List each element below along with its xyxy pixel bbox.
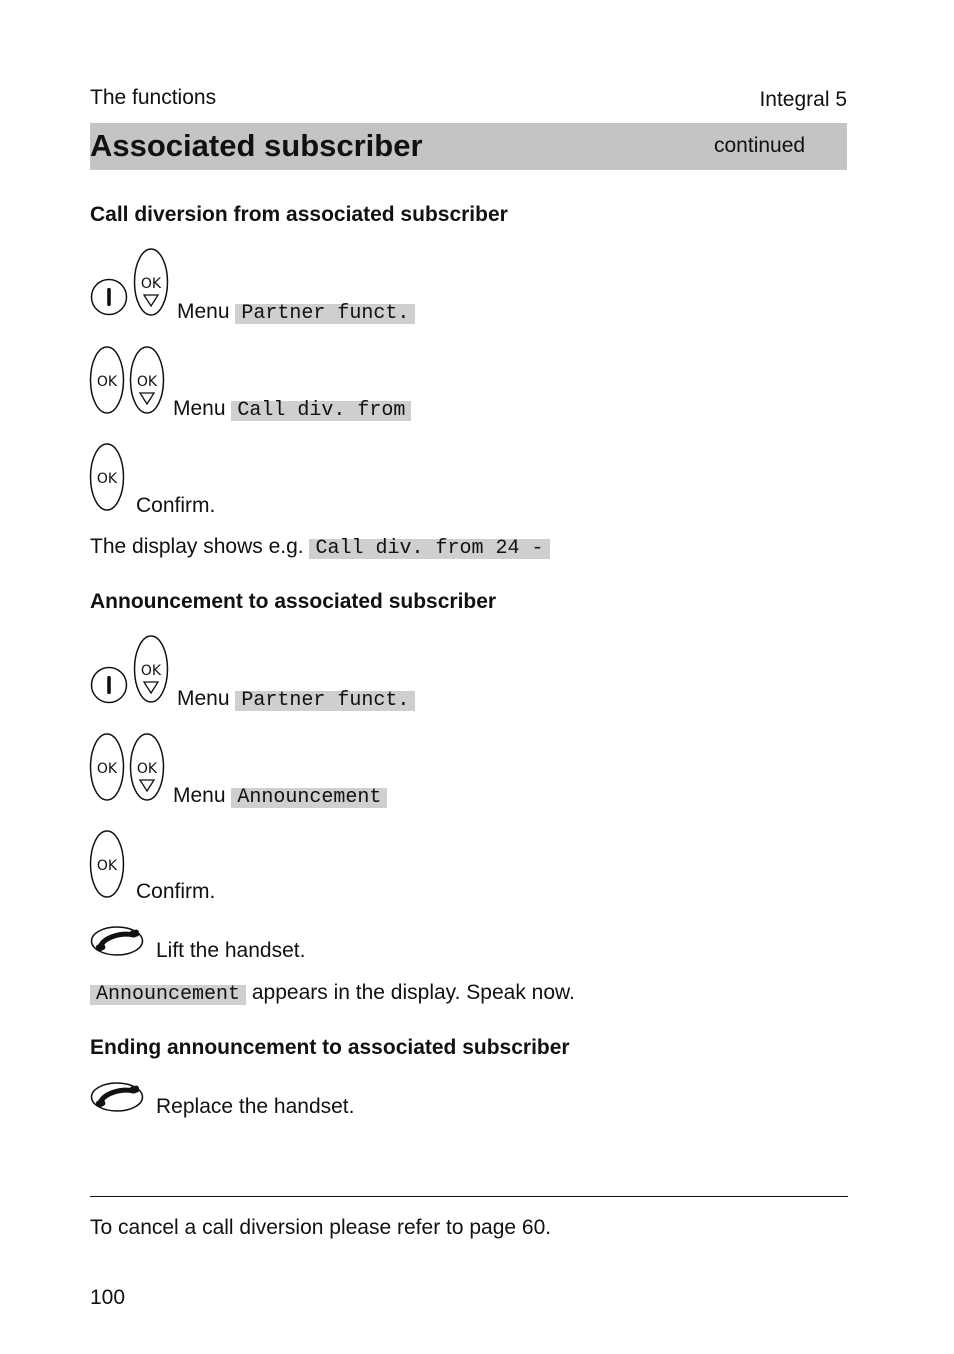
step-call-div-from <box>173 397 411 421</box>
section-heading-announcement: Announcement to associated subscriber <box>90 590 497 613</box>
display-text: Partner funct. <box>235 304 415 324</box>
step-partner-funct <box>177 687 415 711</box>
svg-text:OK: OK <box>96 858 118 874</box>
step-prefix: Menu <box>177 300 230 323</box>
continued-label: continued <box>714 134 806 157</box>
header-product-name: Integral 5 <box>759 88 847 111</box>
step-replace-handset: Replace the handset. <box>156 1095 355 1118</box>
page-title: Associated subscriber <box>90 128 423 163</box>
footnote: To cancel a call diversion please refer to page 60. <box>90 1216 552 1239</box>
svg-text:OK: OK <box>140 276 162 292</box>
ok-down-key-icon <box>133 634 169 704</box>
ok-down-key-icon <box>133 247 169 317</box>
power-key-icon <box>90 278 128 316</box>
note-announcement-display <box>90 981 575 1005</box>
section-heading-ending-announcement: Ending announcement to associated subscriber <box>90 1036 570 1059</box>
display-text: Announcement <box>231 788 387 808</box>
footnote-divider <box>90 1196 848 1197</box>
step-prefix: Menu <box>173 784 226 807</box>
ok-down-key-icon <box>129 732 165 802</box>
ok-key-icon <box>89 442 125 512</box>
section-heading-call-diversion: Call diversion from associated subscriber <box>90 203 508 226</box>
ok-down-key-icon <box>129 345 165 415</box>
svg-text:OK: OK <box>136 761 158 777</box>
handset-icon <box>90 1080 146 1116</box>
step-confirm: Confirm. <box>136 880 216 903</box>
note-text: appears in the display. Speak now. <box>251 981 575 1004</box>
ok-key-icon <box>89 345 125 415</box>
svg-text:OK: OK <box>96 761 118 777</box>
step-lift-handset: Lift the handset. <box>156 939 306 962</box>
step-confirm: Confirm. <box>136 494 216 517</box>
title-bar <box>90 123 847 170</box>
ok-key-icon <box>89 732 125 802</box>
step-announcement <box>173 784 387 808</box>
power-key-icon <box>90 666 128 704</box>
display-text: Call div. from <box>231 401 411 421</box>
step-partner-funct <box>177 300 415 324</box>
svg-text:OK: OK <box>96 471 118 487</box>
step-prefix: Menu <box>177 687 230 710</box>
note-text: The display shows e.g. <box>90 535 304 558</box>
handset-icon <box>90 924 146 960</box>
page-number: 100 <box>90 1286 126 1309</box>
header-section-label: The functions <box>90 86 217 109</box>
display-text: Call div. from 24 - <box>309 539 549 559</box>
svg-text:OK: OK <box>140 663 162 679</box>
display-text: Partner funct. <box>235 691 415 711</box>
svg-text:OK: OK <box>136 374 158 390</box>
svg-text:OK: OK <box>96 374 118 390</box>
note-display-shows <box>90 535 550 559</box>
step-prefix: Menu <box>173 397 226 420</box>
ok-key-icon <box>89 829 125 899</box>
display-text: Announcement <box>90 985 246 1005</box>
